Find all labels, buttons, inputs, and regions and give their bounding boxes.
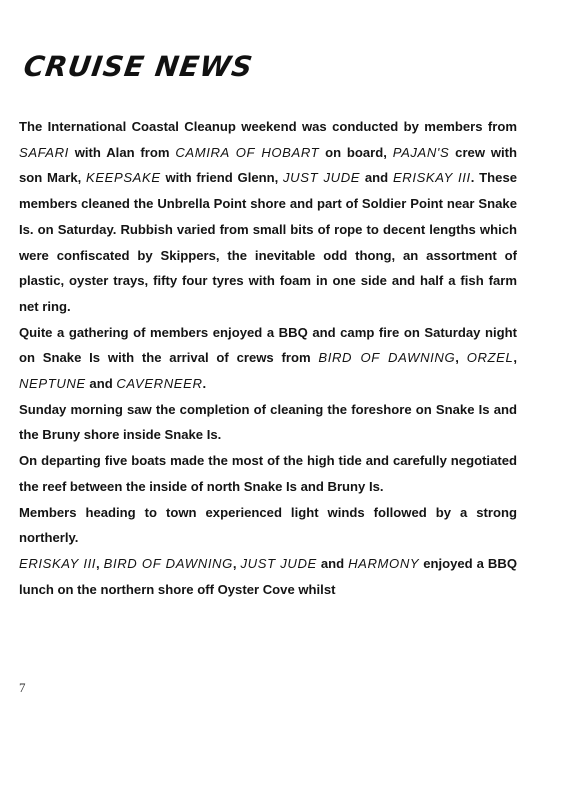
text: The International Coastal Cleanup weekend was conducted by members from (19, 119, 517, 134)
text: , (455, 350, 467, 366)
paragraph-lunch (19, 551, 517, 602)
text: crew with son Mark, (19, 144, 518, 186)
boat-name-pajans: PAJAN'S (392, 144, 450, 160)
text: and (360, 170, 393, 186)
text: Quite a gathering of members enjoyed a BBQ and camp fire on Saturday night on Snake Is with the arrival of crews from (19, 324, 517, 366)
text: , (96, 555, 104, 571)
page-title: CRUISE NEWS (21, 50, 256, 83)
text: on board, (319, 144, 393, 160)
boat-name-caverneer: CAVERNEER (116, 376, 203, 392)
text: , (513, 350, 517, 366)
boat-name-harmony: HARMONY (348, 555, 420, 571)
paragraph-sunday: Sunday morning saw the completion of cleaning the foreshore on Snake Is and the Bruny shore inside Snake Is. (19, 401, 517, 443)
boat-name-safari: SAFARI (19, 144, 69, 160)
paragraph-bbq-gathering (19, 320, 517, 397)
text: , (232, 555, 241, 571)
text: with Alan from (68, 144, 176, 160)
text: . (202, 376, 207, 392)
boat-name-orzel: ORZEL (466, 350, 514, 366)
boat-name-neptune: NEPTUNE (19, 376, 86, 392)
boat-name-camira-of-hobart: CAMIRA OF HOBART (175, 144, 320, 160)
text: and (85, 376, 117, 392)
boat-name-just-jude: JUST JUDE (240, 555, 317, 571)
article-body (19, 114, 517, 602)
boat-name-just-jude: JUST JUDE (283, 170, 361, 186)
boat-name-keepsake: KEEPSAKE (86, 170, 161, 186)
boat-name-bird-of-dawning: BIRD OF DAWNING (318, 350, 456, 366)
boat-name-eriskay-iii: ERISKAY III (19, 555, 97, 571)
text: and (316, 555, 349, 571)
boat-name-bird-of-dawning: BIRD OF DAWNING (103, 555, 233, 571)
boat-name-eriskay-iii: ERISKAY III (392, 170, 471, 186)
text: . These members cleaned the Unbrella Point shore and part of Soldier Point near Snake Is. on Saturday. Rubbish varied from small bits of rope to decent lengths which were confiscated by Skippers, the inevitable odd thong, an assortment of plastic, oyster trays, fifty four tyres with foam in one side and half a fish farm net ring. (19, 170, 518, 314)
paragraph-cleanup (19, 114, 517, 320)
page-number: 7 (19, 680, 26, 695)
paragraph-heading-to-town: Members heading to town experienced light winds followed by a strong northerly. (19, 504, 517, 546)
text: with friend Glenn, (160, 170, 284, 186)
paragraph-departing: On departing five boats made the most of the high tide and carefully negotiated the reef between the inside of north Snake Is and Bruny Is. (19, 453, 517, 494)
text: enjoyed a BBQ lunch on the northern shore off Oyster Cove whilst (19, 555, 517, 597)
